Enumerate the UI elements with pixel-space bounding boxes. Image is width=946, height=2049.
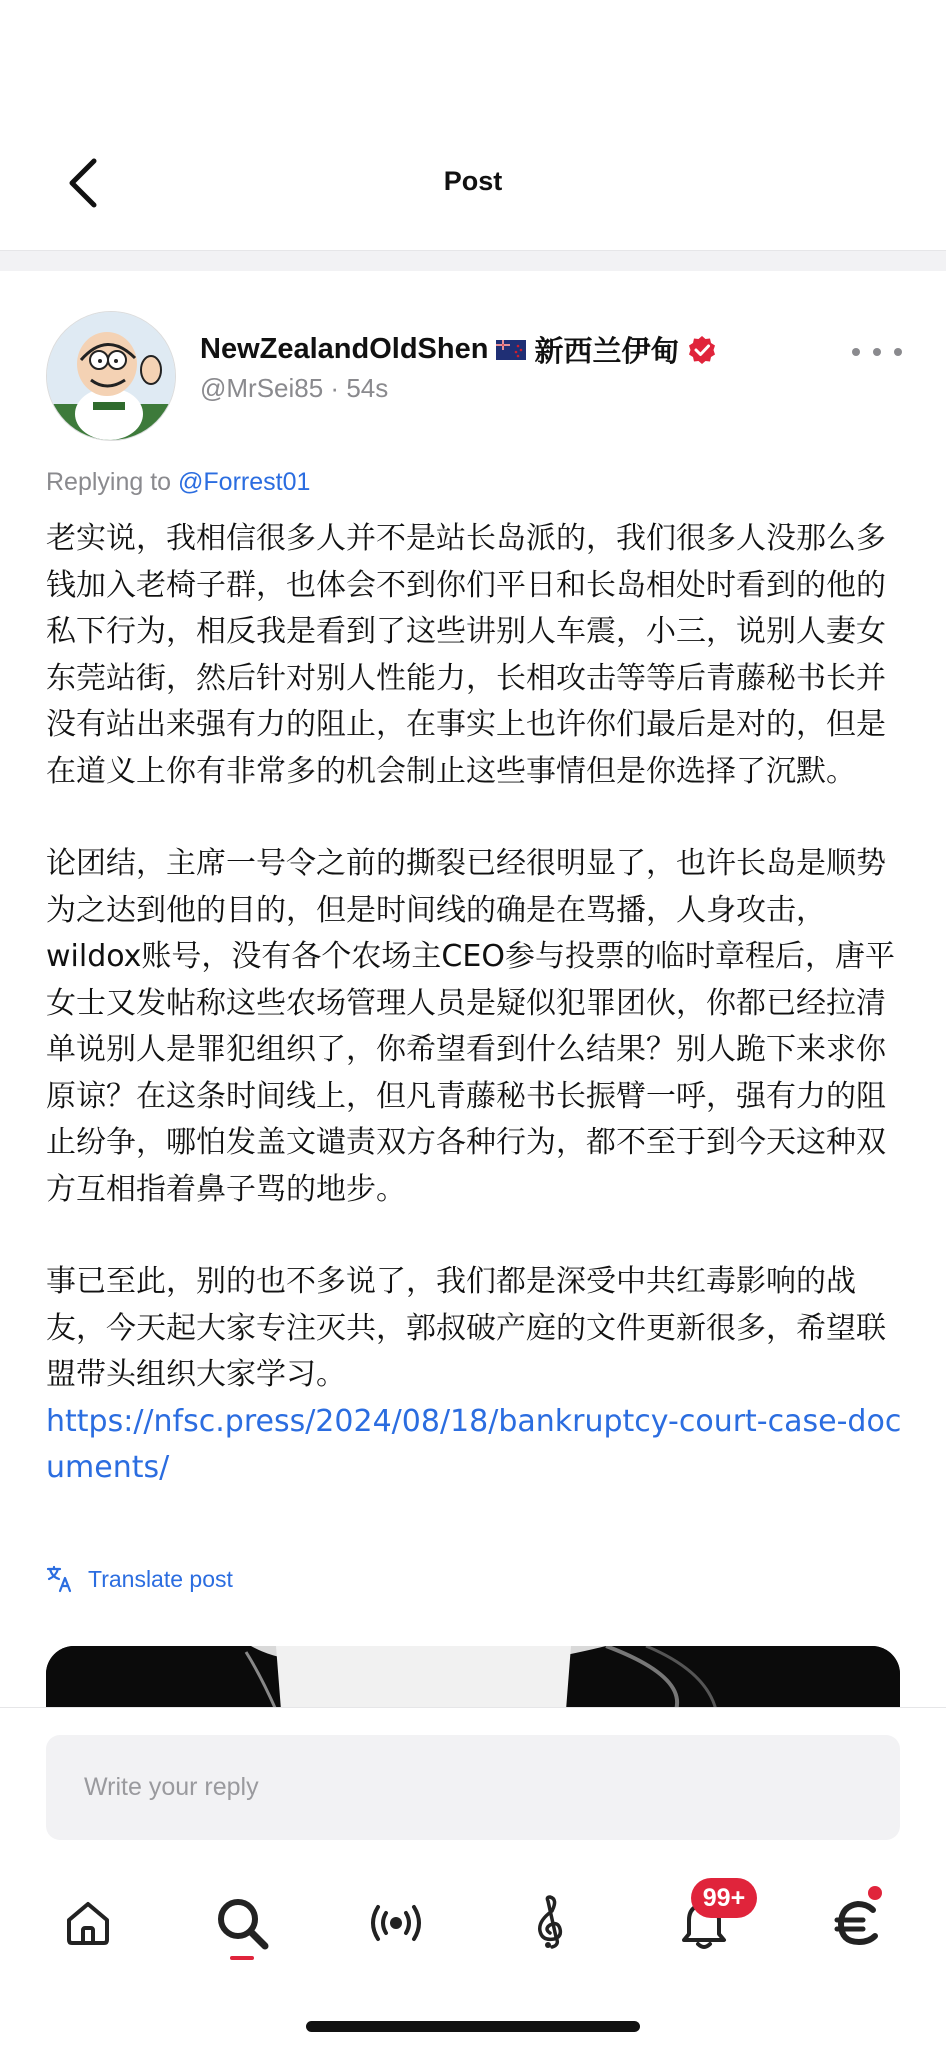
nav-home[interactable]	[48, 1883, 128, 1963]
media-image-preview	[46, 1646, 900, 1710]
reply-input[interactable]	[46, 1735, 900, 1840]
gettr-logo-icon	[833, 1898, 883, 1948]
home-icon	[63, 1898, 113, 1948]
home-indicator[interactable]	[306, 2021, 640, 2032]
post-paragraph: 老实说，我相信很多人并不是站长岛派的，我们很多人没那么多钱加入老椅子群，也体会不到你们平日和长岛相处时看到的他的私下行为，相反我是看到了这些讲别人车震，小三，说别人妻女东莞站街，然后针对别人性能力，长相攻击等等后青藤秘书长并没有站出来强有力的阻止，在事实上也许你们最后是对的，但是在道义上你有非常多的机会制止这些事情但是你选择了沉默。	[46, 521, 886, 789]
verified-badge-icon	[687, 335, 717, 365]
post-paragraph-text: 事已至此，别的也不多说了，我们都是深受中共红毒影响的战友，今天起大家专注灭共，郭叔破产庭的文件更新很多，希望联盟带头组织大家学习。	[46, 1264, 886, 1392]
page-title: Post	[443, 166, 503, 196]
author-handle-time: @MrSei85 · 54s	[200, 373, 389, 403]
bottom-navigation	[0, 1883, 946, 1963]
post-paragraph	[46, 1259, 906, 1492]
nav-music[interactable]	[510, 1883, 590, 1963]
translate-icon	[46, 1565, 74, 1593]
avatar-cartoon-icon	[47, 312, 175, 440]
active-tab-indicator	[230, 1956, 254, 1960]
avatar[interactable]	[46, 311, 176, 441]
replying-handle-link[interactable]: @Forrest01	[178, 468, 311, 496]
post-link[interactable]: https://nfsc.press/2024/08/18/bankruptcy-court-case-documents/	[46, 1403, 902, 1485]
bottom-bar	[0, 1707, 946, 2049]
top-bar	[0, 0, 946, 250]
nav-gettr[interactable]	[818, 1883, 898, 1963]
author-name-cn: 新西兰伊甸	[534, 336, 680, 368]
translate-post-label: Translate post	[88, 1565, 233, 1592]
gettr-notification-dot	[868, 1886, 882, 1900]
replying-prefix: Replying to	[46, 468, 172, 496]
more-dot-icon	[852, 348, 860, 356]
header-divider	[0, 250, 946, 271]
replying-to	[46, 468, 310, 497]
translate-post-button[interactable]	[46, 1565, 233, 1593]
nav-search[interactable]	[202, 1883, 282, 1963]
treble-clef-icon	[530, 1895, 570, 1951]
reply-placeholder: Write your reply	[84, 1773, 259, 1801]
author-name[interactable]	[200, 329, 717, 370]
post-body	[46, 516, 906, 1492]
search-icon	[214, 1895, 270, 1951]
nav-live[interactable]	[356, 1883, 436, 1963]
author-name-text: NewZealandOldShen	[200, 333, 489, 365]
more-dot-icon	[873, 348, 881, 356]
new-zealand-flag-icon	[496, 340, 526, 360]
more-dot-icon	[894, 348, 902, 356]
post-paragraph: 论团结，主席一号令之前的撕裂已经很明显了，也许长岛是顺势为之达到他的目的，但是时间线的确是在骂播，人身攻击，wildox账号，没有各个农场主CEO参与投票的临时章程后，唐平女士又发帖称这些农场管理人员是疑似犯罪团伙，你都已经拉清单说别人是罪犯组织了，你希望看到什么结果？别人跪下来求你原谅？在这条时间线上，但凡青藤秘书长振臂一呼，强有力的阻止纷争，哪怕发盖文谴责双方各种行为，都不至于到今天这种双方互相指着鼻子骂的地步。	[46, 846, 895, 1207]
broadcast-icon	[366, 1903, 426, 1943]
post-media-image[interactable]	[46, 1646, 900, 1710]
notification-badge: 99+	[691, 1878, 757, 1918]
more-options-button[interactable]	[852, 337, 902, 367]
